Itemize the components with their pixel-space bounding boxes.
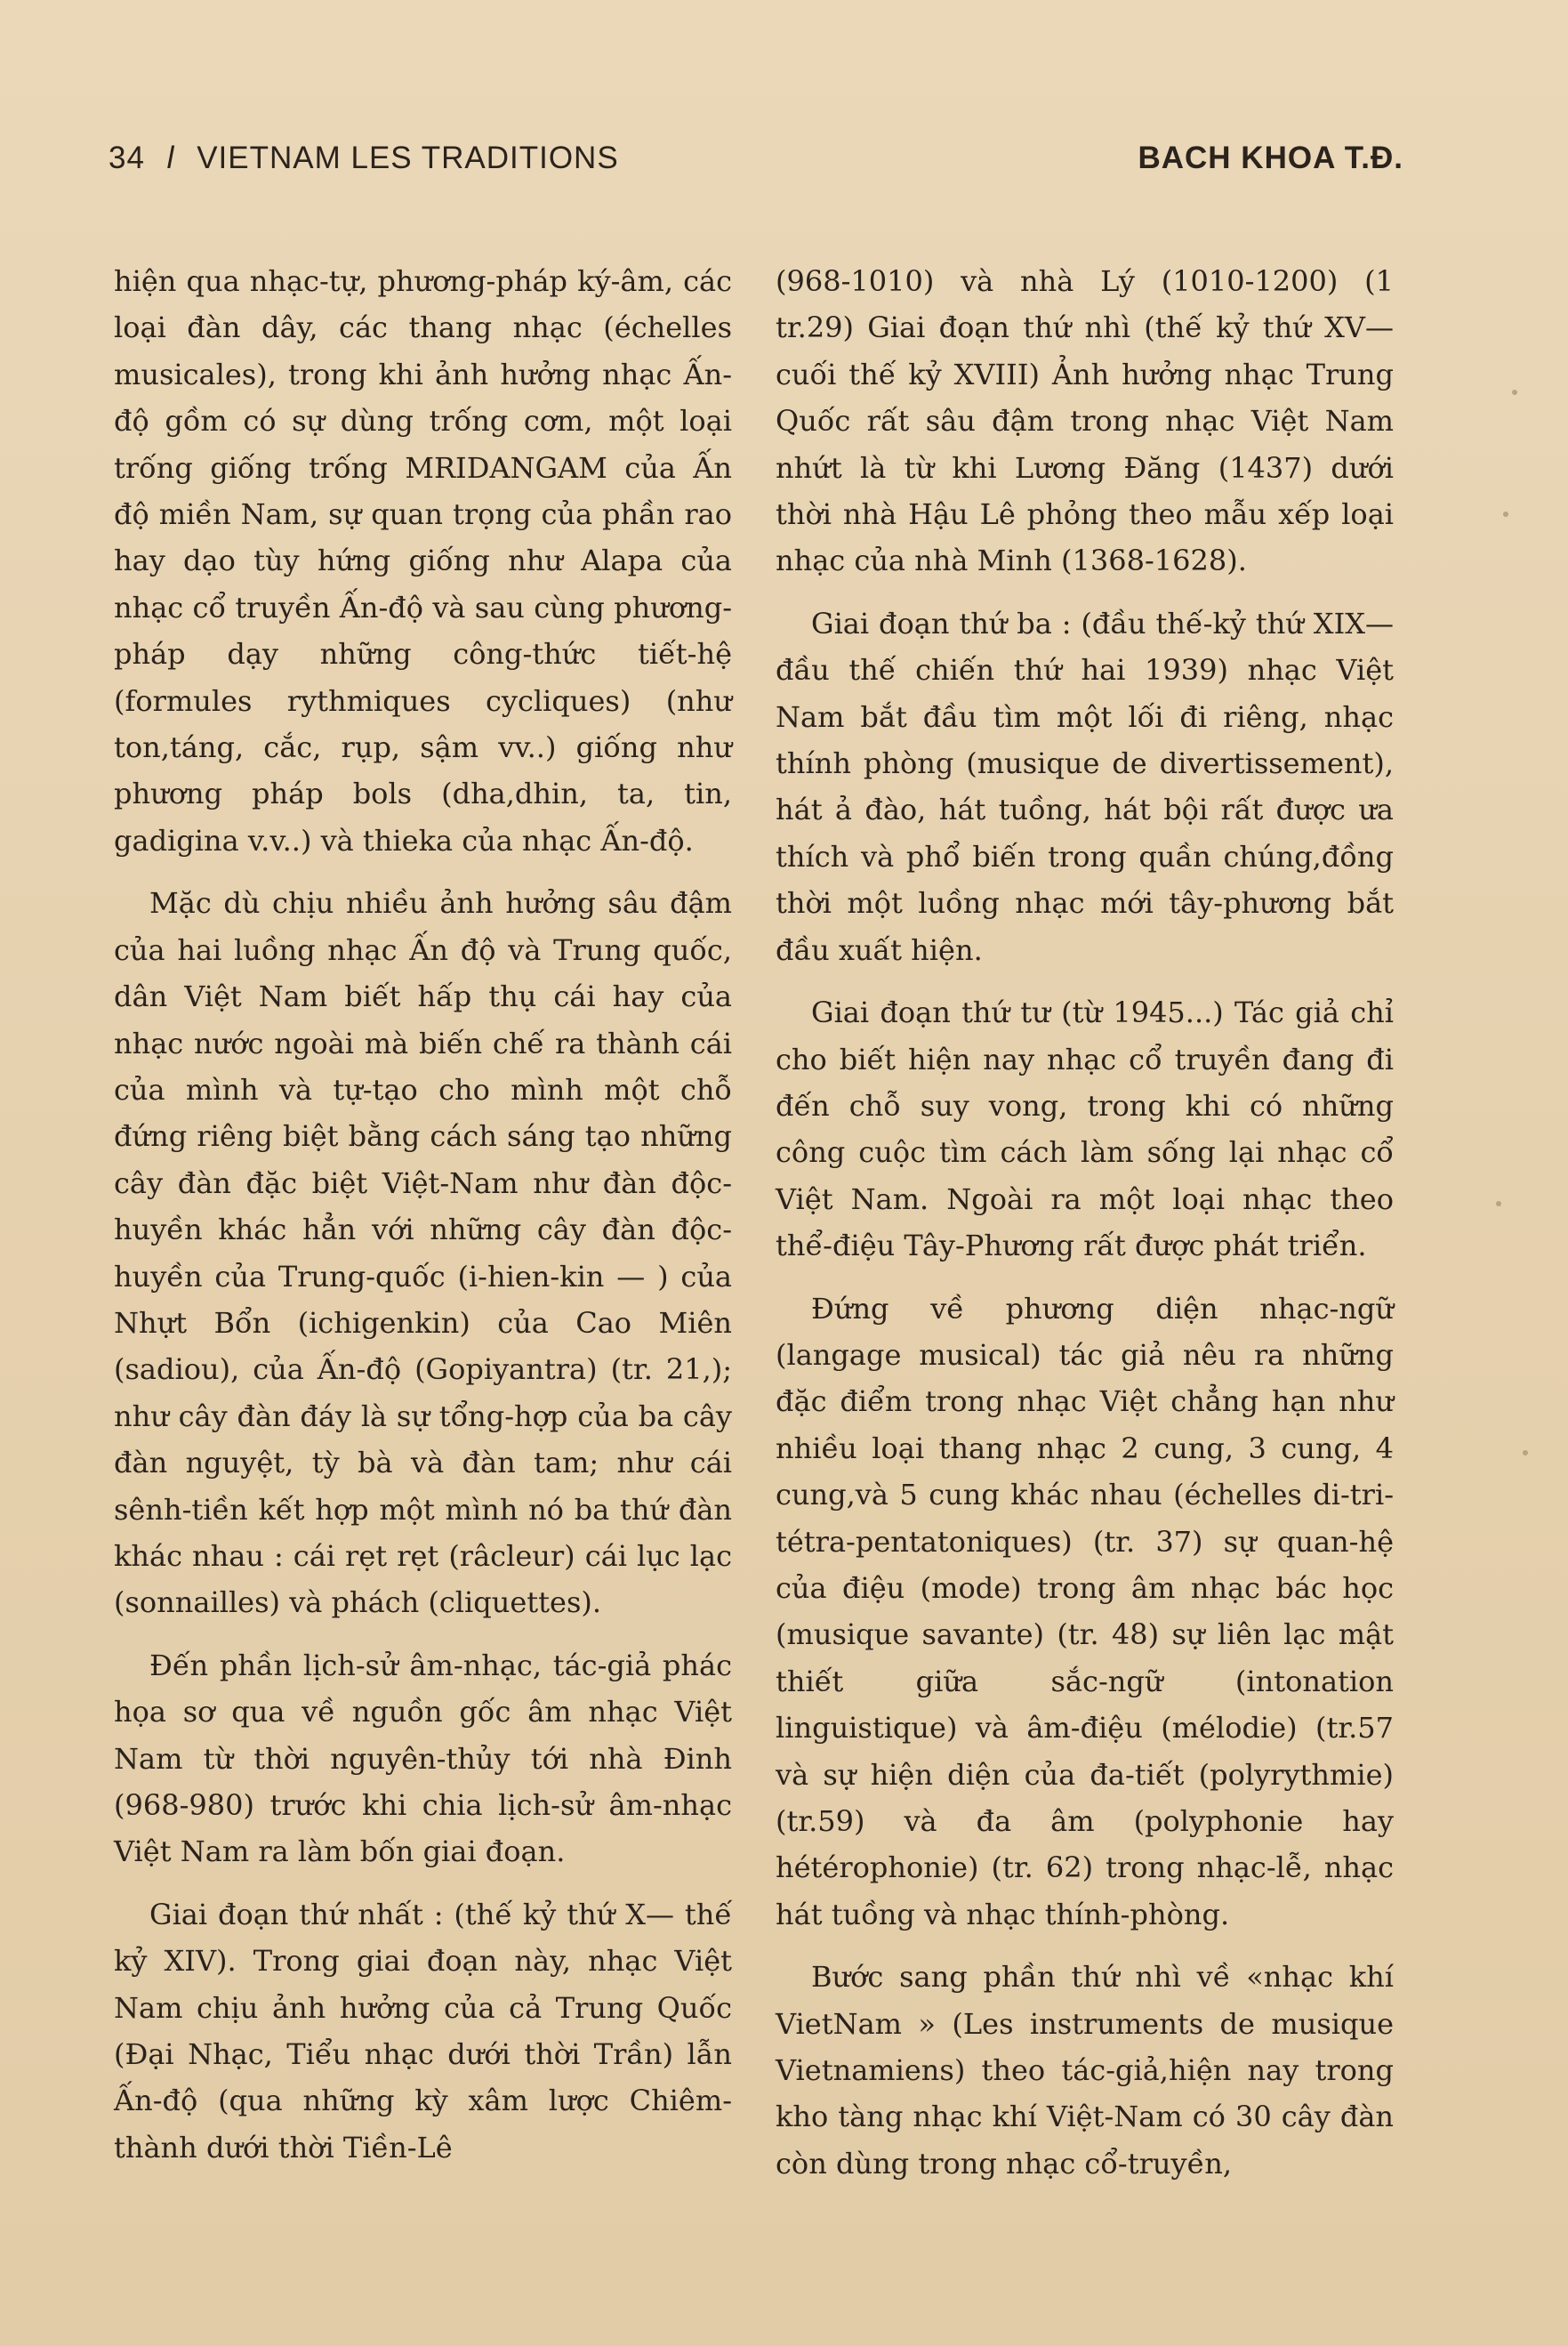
left-column [114, 258, 732, 2187]
right-paragraph-4: Đứng về phương diện nhạc-ngữ (langage musical) tác giả nêu ra những đặc điểm trong nhạc Việt chẳng hạn như nhiều loại thang nhạc 2 cung, 3 cung, 4 cung,và 5 cung khác nhau (échelles di-tri-tétra-pentatoniques) (tr. 37) sự quan-hệ của điệu (mode) trong âm nhạc bác học (musique savante) (tr. 48) sự liên lạc mật thiết giữa sắc-ngữ (intonation linguistique) và âm-điệu (mélodie) (tr.57 và sự hiện diện của đa-tiết (polyrythmie) (tr.59) và đa âm (polyphonie hay hétérophonie) (tr. 62) trong nhạc-lễ, nhạc hát tuồng và nhạc thính-phòng. [776, 1291, 1394, 1931]
margin-speck [1512, 390, 1517, 395]
right-column [776, 258, 1394, 2203]
right-paragraph-3: Giai đoạn thứ tư (từ 1945...) Tác giả chỉ cho biết hiện nay nhạc cổ truyền đang đi đến chỗ suy vong, trong khi có những công cuộc tìm cách làm sống lại nhạc cổ Việt Nam. Ngoài ra một loại nhạc theo thể-điệu Tây-Phương rất được phát triển. [776, 996, 1394, 1263]
right-paragraph-2: Giai đoạn thứ ba : (đầu thế-kỷ thứ XIX—đầu thế chiến thứ hai 1939) nhạc Việt Nam bắt đầu tìm một lối đi riêng, nhạc thính phòng (musique de divertissement), hát ả đào, hát tuồng, hát bội rất được ưa thích và phổ biến trong quần chúng,đồng thời một luồng nhạc mới tây-phương bắt đầu xuất hiện. [776, 606, 1394, 967]
left-paragraph-1: hiện qua nhạc-tự, phương-pháp ký-âm, các loại đàn dây, các thang nhạc (échelles musicales), trong khi ảnh hưởng nhạc Ấn-độ gồm có sự dùng trống cơm, một loại trống giống trống MRIDANGAM của Ấn độ miền Nam, sự quan trọng của phần rao hay dạo tùy hứng giống như Alapa của nhạc cổ truyền Ấn-độ và sau cùng phương-pháp dạy những công-thức tiết-hệ (formules rythmiques cycliques) (như ton,táng, cắc, rụp, sậm vv..) giống như phương pháp bols (dha,dhin, ta, tin, gadigina v.v..) và thieka của nhạc Ấn-độ. [114, 264, 732, 858]
margin-speck [1496, 1201, 1501, 1206]
page-number: 34 [109, 141, 145, 175]
journal-name: BACH KHOA T.Đ. [1138, 141, 1403, 175]
running-title: VIETNAM LES TRADITIONS [197, 141, 619, 175]
margin-speck [1523, 1450, 1528, 1455]
left-paragraph-3: Đến phần lịch-sử âm-nhạc, tác-giả phác họa sơ qua về nguồn gốc âm nhạc Việt Nam từ thời nguyên-thủy tới nhà Đinh (968-980) trước khi chia lịch-sử âm-nhạc Việt Nam ra làm bốn giai đoạn. [114, 1648, 732, 1869]
left-paragraph-2: Mặc dù chịu nhiều ảnh hưởng sâu đậm của hai luồng nhạc Ấn độ và Trung quốc, dân Việt Nam biết hấp thụ cái hay của nhạc nước ngoài mà biến chế ra thành cái của mình và tự-tạo cho mình một chỗ đứng riêng biệt bằng cách sáng tạo những cây đàn đặc biệt Việt-Nam như đàn độc-huyền khác hẳn với những cây đàn độc-huyền của Trung-quốc (i-hien-kin — ) của Nhựt Bổn (ichigenkin) của Cao Miên (sadiou), của Ấn-độ (Gopiyantra) (tr. 21,); như cây đàn đáy là sự tổng-hợp của ba cây đàn nguyệt, tỳ bà và đàn tam; như cái sênh-tiền kết hợp một mình nó ba thứ đàn khác nhau : cái rẹt rẹt (râcleur) cái lục lạc (sonnailles) và phách (cliquettes). [114, 886, 732, 1620]
header-left [109, 141, 631, 176]
right-paragraph-1: (968-1010) và nhà Lý (1010-1200) (1 tr.29) Giai đoạn thứ nhì (thế kỷ thứ XV—cuối thế kỷ XVIII) Ảnh hưởng nhạc Trung Quốc rất sâu đậm trong nhạc Việt Nam nhứt là từ khi Lương Đăng (1437) dưới thời nhà Hậu Lê phỏng theo mẫu xếp loại nhạc của nhà Minh (1368-1628). [776, 264, 1394, 578]
running-header [109, 141, 1403, 190]
left-paragraph-4: Giai đoạn thứ nhất : (thế kỷ thứ X— thế kỷ XIV). Trong giai đoạn này, nhạc Việt Nam chịu ảnh hưởng của cả Trung Quốc (Đại Nhạc, Tiểu nhạc dưới thời Trần) lẫn Ấn-độ (qua những kỳ xâm lược Chiêm-thành dưới thời Tiền-Lê [114, 1897, 732, 2165]
margin-speck [1503, 512, 1508, 517]
right-paragraph-5: Bước sang phần thứ nhì về «nhạc khí VietNam » (Les instruments de musique Vietnamiens) theo tác-giả,hiện nay trong kho tàng nhạc khí Việt-Nam có 30 cây đàn còn dùng trong nhạc cổ-truyền, [776, 1960, 1394, 2181]
header-separator: l [166, 141, 175, 175]
